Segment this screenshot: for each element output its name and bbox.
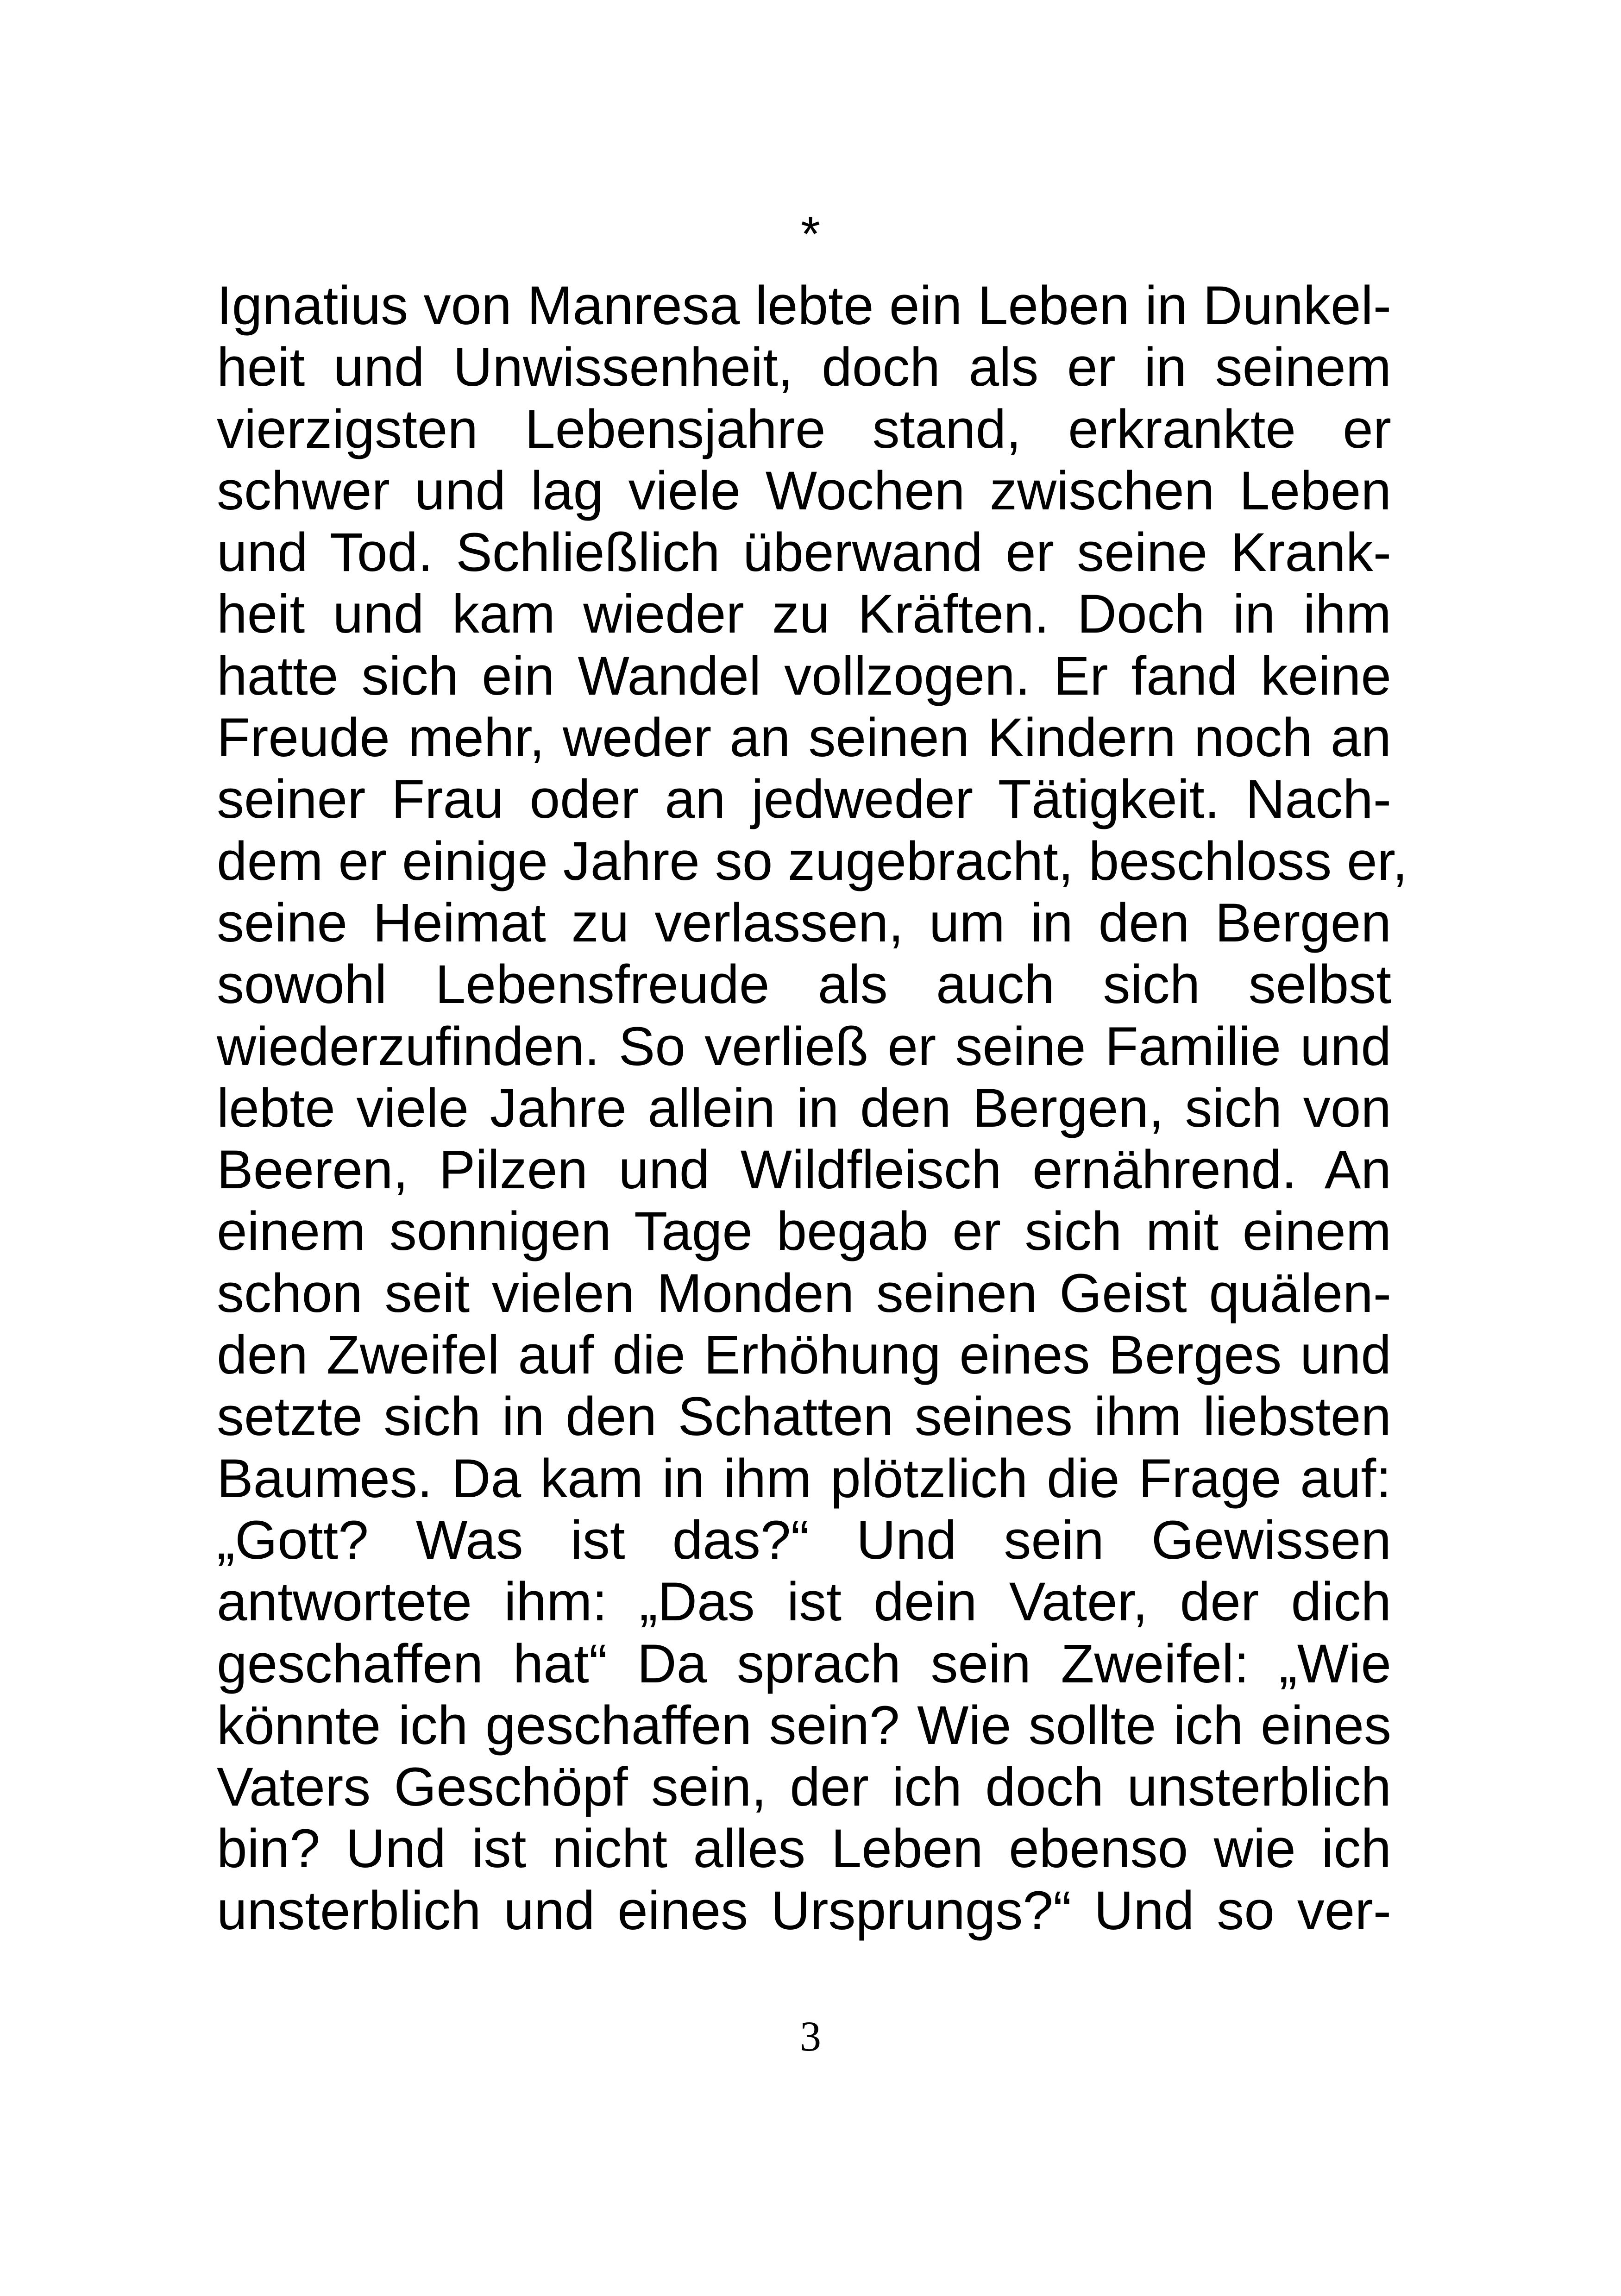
text-line: geschaffen hat“ Da sprach sein Zweifel: „Wie — [217, 1633, 1391, 1694]
text-line: setzte sich in den Schatten seines ihm liebsten — [217, 1386, 1391, 1448]
text-line: heit und kam wieder zu Kräften. Doch in ihm — [217, 583, 1391, 645]
text-line: antwortete ihm: „Das ist dein Vater, der dich — [217, 1571, 1391, 1633]
text-line: seine Heimat zu verlassen, um in den Bergen — [217, 892, 1391, 954]
text-line: hatte sich ein Wandel vollzogen. Er fand keine — [217, 645, 1391, 707]
section-ornament: * — [800, 206, 821, 262]
text-line: sowohl Lebensfreude als auch sich selbst — [217, 954, 1391, 1016]
body-paragraph — [217, 275, 1408, 1942]
text-line: Beeren, Pilzen und Wildfleisch ernährend. An — [217, 1139, 1391, 1201]
text-line: schon seit vielen Monden seinen Geist quälen- — [217, 1262, 1391, 1324]
text-line: unsterblich und eines Ursprungs?“ Und so ver- — [217, 1880, 1391, 1941]
text-line: seiner Frau oder an jedweder Tätigkeit. Nach- — [217, 769, 1391, 830]
text-line: Ignatius von Manresa lebte ein Leben in Dunkel- — [217, 275, 1391, 336]
text-line: Vaters Geschöpf sein, der ich doch unsterblich — [217, 1757, 1391, 1818]
page-number: 3 — [800, 2013, 821, 2060]
text-line: könnte ich geschaffen sein? Wie sollte ich eines — [217, 1694, 1391, 1756]
text-line: bin? Und ist nicht alles Leben ebenso wie ich — [217, 1818, 1391, 1880]
text-line: vierzigsten Lebensjahre stand, erkrankte er — [217, 398, 1391, 460]
text-line: einem sonnigen Tage begab er sich mit einem — [217, 1201, 1391, 1262]
text-line: den Zweifel auf die Erhöhung eines Berges und — [217, 1324, 1391, 1386]
text-line: Freude mehr, weder an seinen Kindern noch an — [217, 707, 1391, 769]
text-line: heit und Unwissenheit, doch als er in seinem — [217, 337, 1391, 398]
text-line: lebte viele Jahre allein in den Bergen, sich von — [217, 1077, 1391, 1139]
text-line: dem er einige Jahre so zugebracht, beschloss er, — [217, 830, 1408, 892]
text-line: Baumes. Da kam in ihm plötzlich die Frage auf: — [217, 1448, 1391, 1509]
text-line: schwer und lag viele Wochen zwischen Leben — [217, 460, 1391, 521]
text-line: „Gott? Was ist das?“ Und sein Gewissen — [217, 1509, 1391, 1571]
text-line: und Tod. Schließlich überwand er seine Krank- — [217, 522, 1391, 583]
text-line: wiederzufinden. So verließ er seine Familie und — [217, 1016, 1391, 1077]
